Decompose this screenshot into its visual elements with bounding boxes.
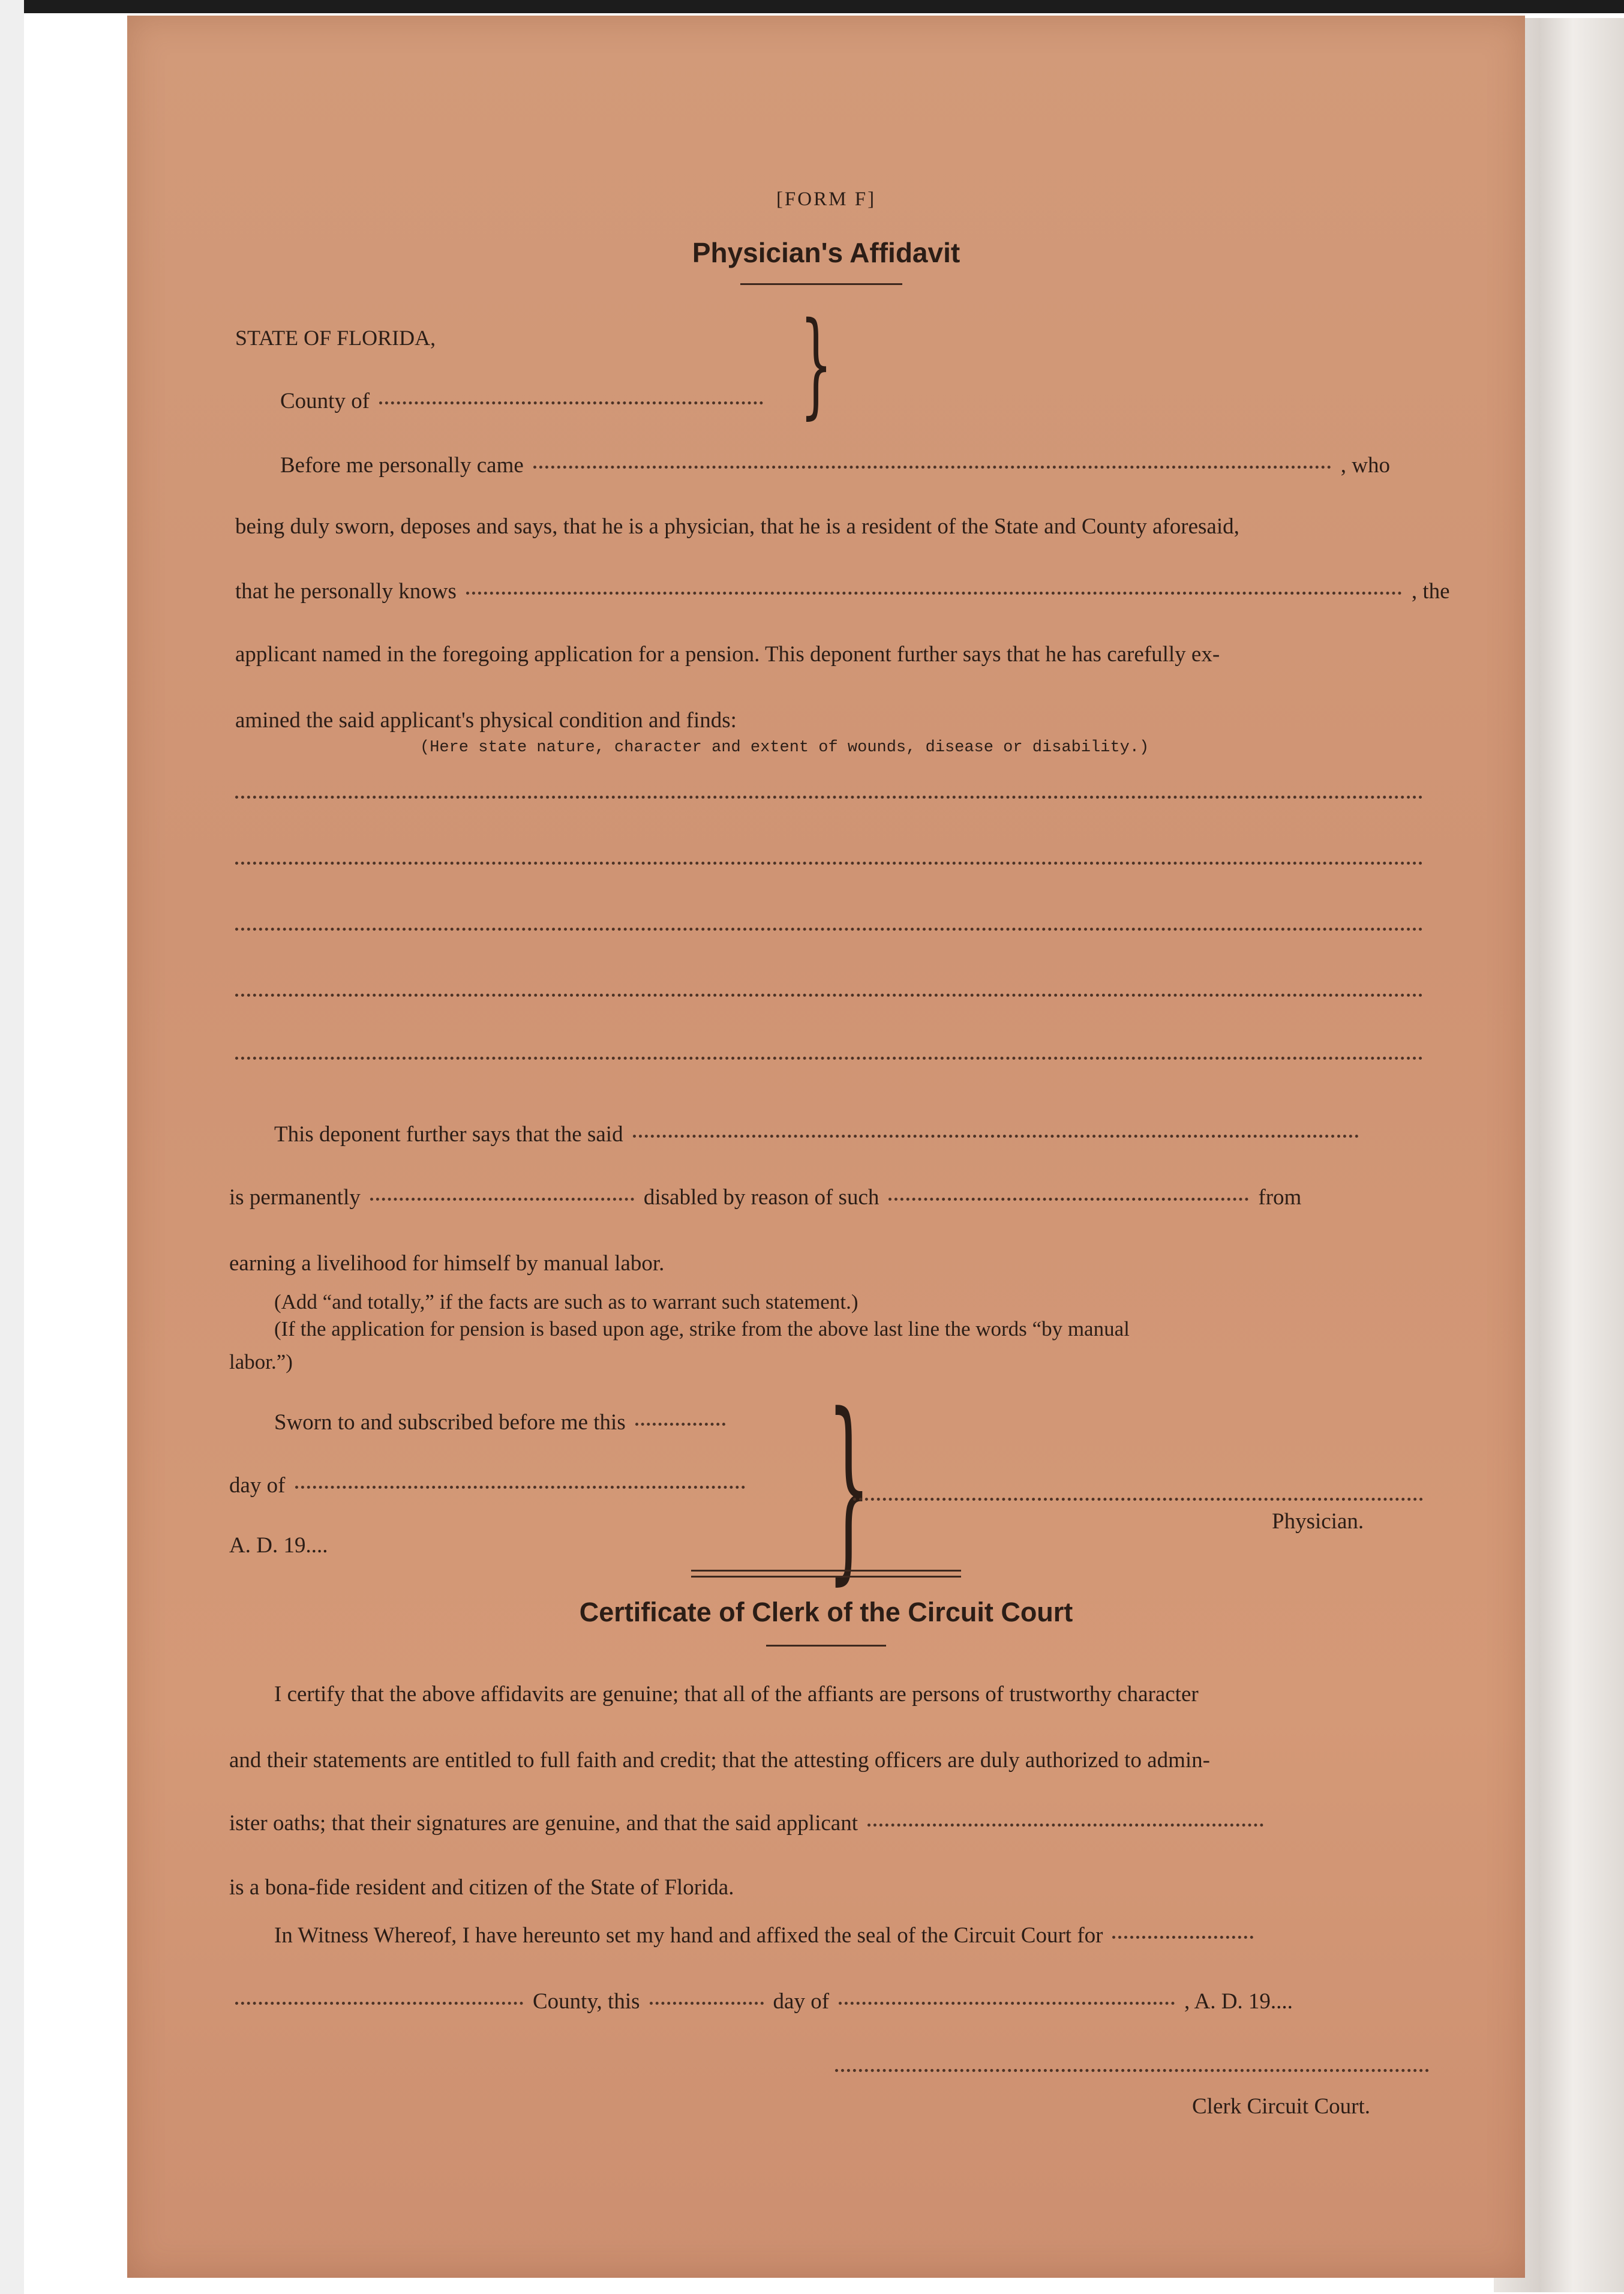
examined-line: amined the said applicant's physical condition and finds: xyxy=(235,708,737,733)
sworn-month-blank[interactable] xyxy=(295,1486,745,1489)
ad-year-2: , A. D. 19.... xyxy=(1184,1989,1293,2014)
sworn-day-blank[interactable] xyxy=(635,1423,725,1426)
clerk-day-blank[interactable] xyxy=(650,2002,764,2005)
certificate-line-1: I certify that the above affidavits are genuine; that all of the affiants are persons of trustworthy character xyxy=(274,1682,1199,1707)
findings-line-1[interactable] xyxy=(235,796,1423,799)
who-text: , who xyxy=(1340,453,1391,478)
scan-top-edge xyxy=(0,0,1624,13)
jurat-brace: } xyxy=(827,1372,871,1602)
said-applicant-blank[interactable] xyxy=(633,1135,1359,1138)
permanently-line xyxy=(229,1186,1301,1210)
disabled-by-text: disabled by reason of such xyxy=(643,1185,879,1210)
state-heading: STATE OF FLORIDA, xyxy=(235,326,436,350)
scan-left-margin xyxy=(0,0,24,2294)
day-of-2-text: day of xyxy=(773,1989,830,2014)
earning-line: earning a livelihood for himself by manual labor. xyxy=(229,1251,665,1276)
physician-signature-line[interactable] xyxy=(853,1498,1423,1501)
clerk-county-blank[interactable] xyxy=(235,2002,523,2005)
physician-caption: Physician. xyxy=(1272,1509,1364,1534)
clerk-caption: Clerk Circuit Court. xyxy=(1192,2094,1370,2119)
court-county-blank[interactable] xyxy=(1112,1936,1253,1939)
certificate-rule xyxy=(766,1645,886,1647)
certificate-line-3-text: ister oaths; that their signatures are genuine, and that the said applicant xyxy=(229,1811,858,1836)
findings-line-4[interactable] xyxy=(235,994,1423,997)
nature-instruction: (Here state nature, character and extent of wounds, disease or disability.) xyxy=(420,739,1149,757)
is-permanently-text: is permanently xyxy=(229,1185,361,1210)
before-me-line xyxy=(280,454,1390,478)
from-text: from xyxy=(1258,1185,1302,1210)
venue-brace: } xyxy=(800,298,833,430)
further-says-line xyxy=(274,1123,1368,1147)
day-of-text: day of xyxy=(229,1473,286,1498)
title-rule xyxy=(740,283,902,285)
cause-blank[interactable] xyxy=(888,1198,1248,1201)
further-says-text: This deponent further says that the said xyxy=(274,1122,623,1147)
witness-line xyxy=(274,1924,1263,1948)
knows-text: that he personally knows xyxy=(235,579,457,604)
form-title: Physician's Affidavit xyxy=(692,237,960,268)
county-date-line xyxy=(235,1990,1293,2014)
before-me-text: Before me personally came xyxy=(280,453,524,478)
divider-top xyxy=(691,1570,961,1572)
certified-applicant-blank[interactable] xyxy=(867,1824,1263,1827)
affidavit-form-page xyxy=(127,16,1525,2278)
labor-close: labor.”) xyxy=(229,1350,293,1374)
sworn-text: Sworn to and subscribed before me this xyxy=(274,1410,626,1435)
clerk-signature-line[interactable] xyxy=(835,2069,1429,2072)
affiant-name-blank[interactable] xyxy=(533,466,1331,469)
the-text: , the xyxy=(1411,579,1450,604)
knows-line xyxy=(235,580,1450,604)
form-label: [FORM F] xyxy=(776,188,876,210)
applicant-named-line: applicant named in the foregoing application for a pension. This deponent further says that he has carefully ex- xyxy=(235,642,1220,667)
findings-line-3[interactable] xyxy=(235,928,1423,931)
certificate-line-3 xyxy=(229,1812,1273,1836)
findings-line-2[interactable] xyxy=(235,862,1423,865)
certificate-title: Certificate of Clerk of the Circuit Court xyxy=(579,1597,1073,1627)
age-application-note: (If the application for pension is based upon age, strike from the above last line the words “by manual xyxy=(274,1317,1130,1341)
county-label: County of xyxy=(280,389,370,413)
county-blank[interactable] xyxy=(379,401,763,404)
certificate-line-4: is a bona-fide resident and citizen of the State of Florida. xyxy=(229,1875,734,1900)
county-line xyxy=(280,389,773,414)
ad-year: A. D. 19.... xyxy=(229,1533,328,1558)
degree-blank[interactable] xyxy=(370,1198,634,1201)
applicant-name-blank[interactable] xyxy=(466,592,1402,595)
witness-text: In Witness Whereof, I have hereunto set my hand and affixed the seal of the Circuit Court for xyxy=(274,1923,1103,1948)
day-of-line xyxy=(229,1474,755,1498)
divider-bottom xyxy=(691,1576,961,1578)
sworn-line xyxy=(274,1411,735,1435)
county-this-text: County, this xyxy=(533,1989,640,2014)
clerk-month-blank[interactable] xyxy=(839,2002,1175,2005)
paragraph-sworn: being duly sworn, deposes and says, that he is a physician, that he is a resident of the State and County aforesaid, xyxy=(235,514,1239,539)
findings-line-5[interactable] xyxy=(235,1057,1423,1060)
add-totally-note: (Add “and totally,” if the facts are such as to warrant such statement.) xyxy=(274,1290,858,1314)
certificate-line-2: and their statements are entitled to full faith and credit; that the attesting officers are duly authorized to admin- xyxy=(229,1748,1210,1773)
